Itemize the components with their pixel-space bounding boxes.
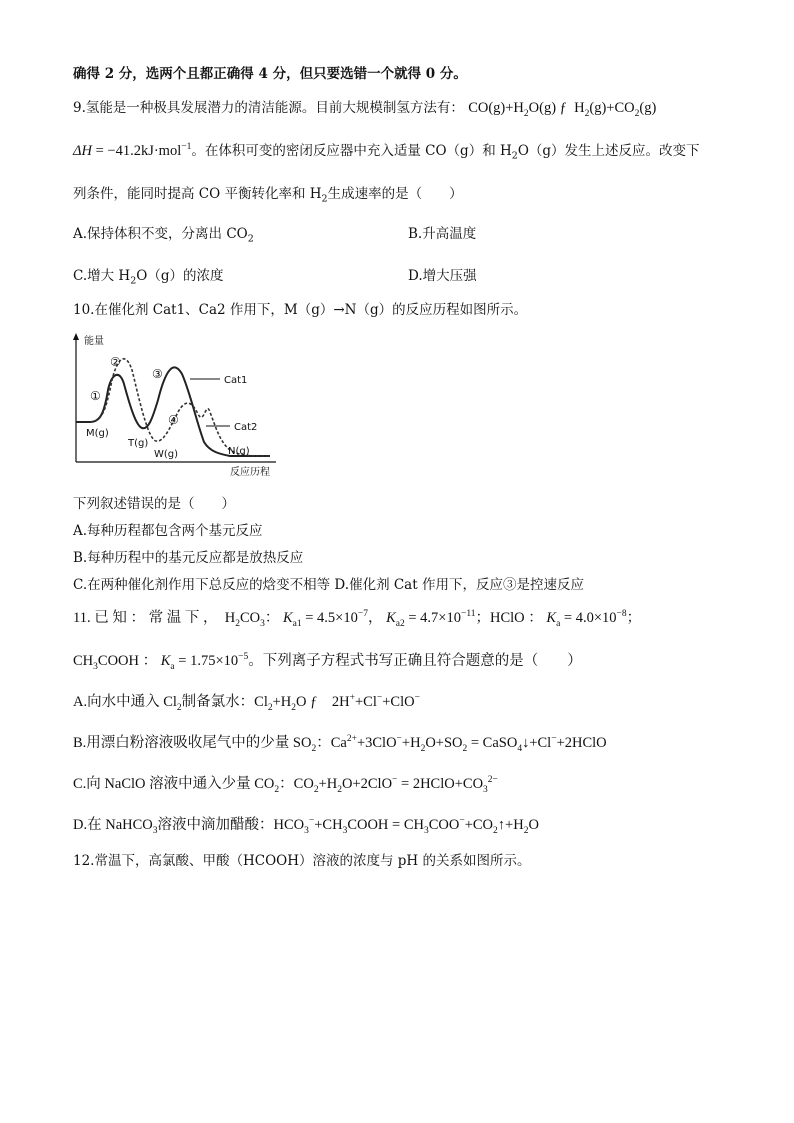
header-line: 确得 2 分，选两个且都正确得 4 分，但只要选错一个就得 0 分。	[73, 66, 467, 82]
q11-line-2: $CH_3COOH$ ： $K_a = 1.75\times 10^{-5}$。下列离子方程式书写正确且符合题意的是（ ）	[73, 652, 582, 672]
q11-option-b[interactable]: B.用漂白粉溶液吸收尾气中的少量 $SO_2$：$Ca^{2+}+3ClO^-+H_2O+SO_2$ = CaSO$_4$↓+Cl−+2HClO	[73, 734, 607, 754]
q9-line-3: 列条件，能同时提高 CO 平衡转化率和 $H_2$生成速率的是（ ）	[73, 186, 463, 205]
q9-equation: $CO(g)+H_2O(g)$ ƒ $H_2(g)+CO_2(g)$	[468, 100, 657, 119]
q10-stem: 10.在催化剂 Cat1、Ca2 作用下，M（g）→N（g）的反应历程如图所示。	[73, 302, 528, 318]
label-t: T(g)	[128, 438, 149, 449]
q9-intro: 9.氢能是一种极具发展潜力的清洁能源。目前大规模制氢方法有：	[73, 100, 464, 116]
cat1-label: Cat1	[224, 375, 248, 386]
q9-enthalpy: ΔH = −41.2kJ·mol$^{-1}$	[73, 142, 192, 159]
y-axis-label: 能量	[84, 336, 104, 347]
x-axis-label: 反应历程	[230, 467, 270, 478]
circle-label-2: ②	[110, 355, 121, 369]
q11-option-d[interactable]: D.在 NaHCO$_3$溶液中滴加醋酸：$HCO_3^-+CH_3COOH$ = $CH_3COO^-+CO_2↑+H_2O$	[73, 816, 539, 836]
label-m: M(g)	[86, 428, 109, 439]
energy-profile-figure	[70, 330, 285, 480]
q9-option-c[interactable]: C.增大 $H_2O(g)$的浓度	[73, 268, 224, 287]
cat2-label: Cat2	[234, 422, 258, 433]
q9-line-2: ΔH = −41.2kJ·mol$^{-1}$。在体积可变的密闭反应器中充入适量 CO（g）和 $H_2O(g)$发生上述反应。改变下	[73, 142, 700, 162]
label-n: N(g)	[228, 446, 250, 457]
circle-label-1: ①	[90, 389, 101, 403]
q12-stem: 12.常温下，高氯酸、甲酸（HCOOH）溶液的浓度与 pH 的关系如图所示。	[73, 853, 531, 869]
circle-label-4: ④	[168, 413, 179, 427]
y-axis-arrow	[73, 333, 79, 340]
q10-question: 下列叙述错误的是（ ）	[73, 496, 235, 512]
q9-option-d[interactable]: D.增大压强	[408, 268, 477, 284]
q9-option-b[interactable]: B.升高温度	[408, 226, 477, 242]
q10-option-b[interactable]: B.每种历程中的基元反应都是放热反应	[73, 550, 304, 566]
q11-option-a[interactable]: A.向水中通入 $Cl_2$制备氯水：$Cl_2+H_2O$ ƒ 2H++Cl−+ClO−	[73, 693, 420, 713]
q9-option-a[interactable]: A.保持体积不变，分离出 $CO_2$	[73, 226, 254, 245]
q10-option-c-d[interactable]: C.在两种催化剂作用下总反应的焓变不相等 D.催化剂 Cat 作用下，反应③是控速反应	[73, 577, 584, 593]
q11-option-c[interactable]: C.向 NaClO 溶液中通入少量 $CO_2$：$CO_2+H_2O+2ClO^-$ = $2HClO+CO_3^{2-}$	[73, 775, 498, 795]
q10-option-a[interactable]: A.每种历程都包含两个基元反应	[73, 523, 263, 539]
cat2-curve	[90, 359, 270, 456]
circle-label-3: ③	[152, 367, 163, 381]
label-w: W(g)	[154, 449, 179, 460]
q9-line-1	[73, 98, 656, 118]
q11-line-1: 11. 已 知 ： 常 温 下 ， $H_2CO_3$： $K_{a1} = 4.5\times 10^{-7}$， $K_{a2} = 4.7\times 10^{-11}$；HClO ： $K_a = 4.0\times 10^{-8}$；	[73, 609, 642, 629]
